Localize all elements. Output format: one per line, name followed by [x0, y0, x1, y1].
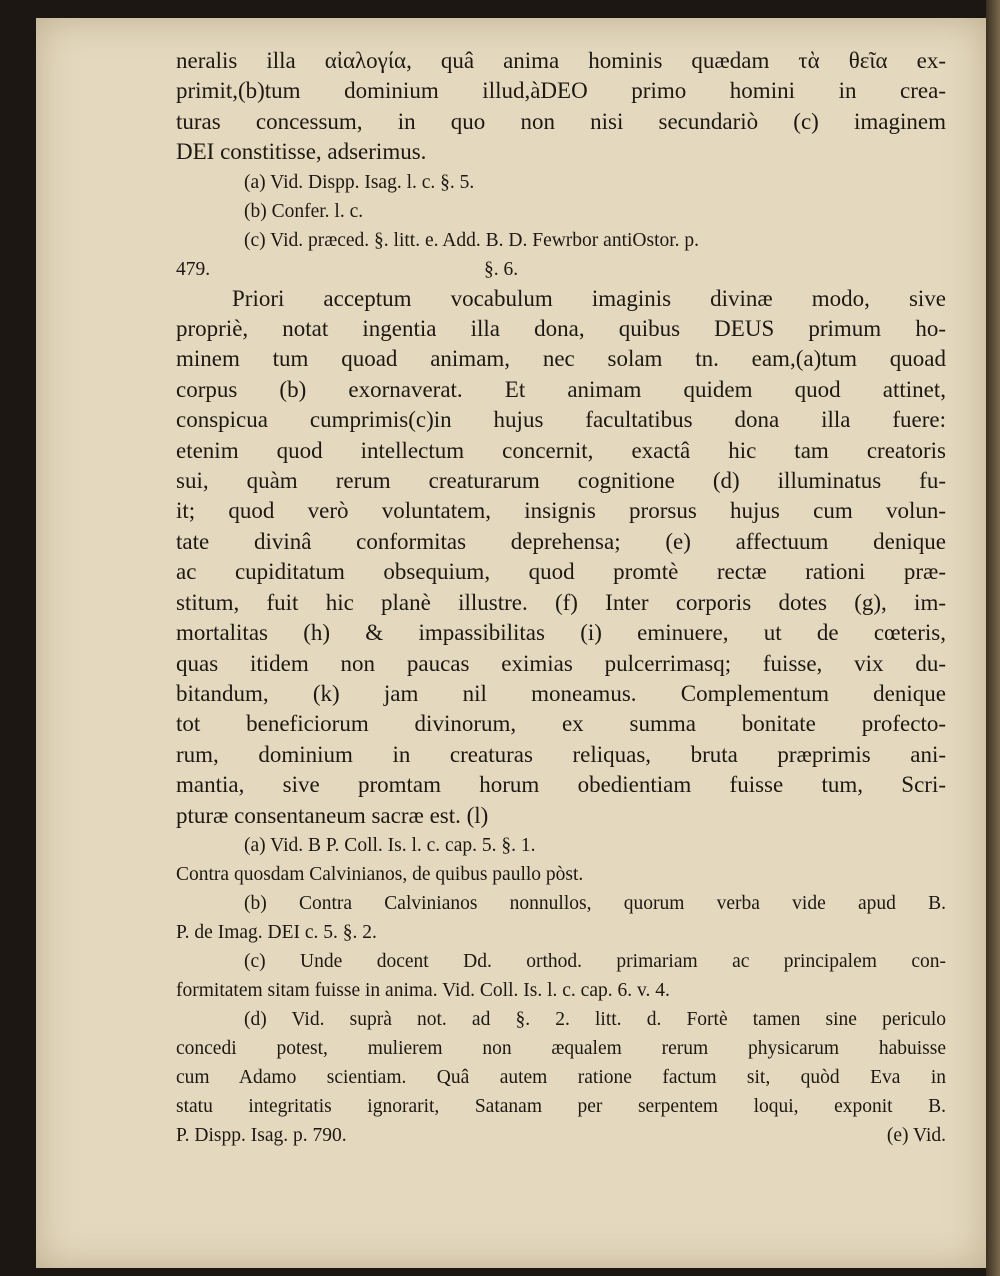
main-line: mortalitas (h) & impassibilitas (i) eminuere, ut de cœteris, [176, 620, 946, 646]
main-line: tate divinâ conformitas deprehensa; (e) affectuum denique [176, 528, 946, 554]
main-line: minem tum quoad animam, nec solam tn. eam,(a)tum quoad [176, 346, 946, 372]
footnote-line: P. de Imag. DEI c. 5. §. 2. [176, 921, 377, 943]
footnote-line: (b) Confer. l. c. [244, 200, 364, 222]
main-line: primit,(b)tum dominium illud,àDEO primo homini in crea- [176, 78, 946, 104]
catchword: (e) Vid. [886, 1124, 946, 1146]
main-line: bitandum, (k) jam nil moneamus. Complementum denique [176, 680, 946, 706]
main-line: pturæ consentaneum sacræ est. (l) [176, 802, 489, 828]
footnote-line: (b) Contra Calvinianos nonnullos, quorum verba vide apud B. [244, 892, 946, 914]
main-line: sui, quàm rerum creaturarum cognitione (d) illuminatus fu- [176, 468, 946, 494]
main-line: quas itidem non paucas eximias pulcerrimasq; fuisse, vix du- [176, 650, 946, 676]
main-line: DEI constitisse, adserimus. [176, 139, 427, 165]
main-line: rum, dominium in creaturas reliquas, bruta præprimis ani- [176, 741, 946, 767]
book-page [36, 18, 986, 1268]
footnote-line: (c) Unde docent Dd. orthod. primariam ac principalem con- [244, 950, 946, 972]
main-line: Priori acceptum vocabulum imaginis divinæ modo, sive [232, 285, 946, 311]
main-line: corpus (b) exornaverat. Et animam quidem quod attinet, [176, 376, 946, 402]
main-line: stitum, fuit hic planè illustre. (f) Inter corporis dotes (g), im- [176, 589, 946, 615]
main-line: etenim quod intellectum concernit, exactâ hic tam creatoris [176, 437, 946, 463]
main-line: mantia, sive promtam horum obedientiam fuisse tum, Scri- [176, 772, 946, 798]
footnote-line: (a) Vid. Dispp. Isag. l. c. §. 5. [244, 171, 475, 193]
footnote-end: P. Dispp. Isag. p. 790. [176, 1124, 347, 1146]
book-binding-edge [986, 0, 1000, 1276]
main-line: ac cupiditatum obsequium, quod promtè rectæ rationi præ- [176, 559, 946, 585]
footnote-line: (d) Vid. suprà not. ad §. 2. litt. d. Fortè tamen sine periculo [244, 1008, 946, 1030]
footnote-line: concedi potest, mulierem non æqualem rerum physicarum habuisse [176, 1037, 946, 1059]
footnote-line: cum Adamo scientiam. Quâ autem ratione factum sit, quòd Eva in [176, 1066, 946, 1088]
footnote-line: Contra quosdam Calvinianos, de quibus paullo pòst. [176, 863, 584, 885]
footnote-line: (a) Vid. B P. Coll. Is. l. c. cap. 5. §. 1. [244, 834, 536, 856]
main-line: propriè, notat ingentia illa dona, quibus DEUS primum ho- [176, 316, 946, 342]
main-line: conspicua cumprimis(c)in hujus facultatibus dona illa fuere: [176, 407, 946, 433]
main-line: tot beneficiorum divinorum, ex summa bonitate profecto- [176, 711, 946, 737]
footnote-line [176, 1121, 946, 1150]
footnote-line: statu integritatis ignorarit, Satanam per serpentem loqui, exponit B. [176, 1095, 946, 1117]
main-line: neralis illa αἰαλογία, quâ anima hominis quædam τὰ θεῖα ex- [176, 48, 946, 73]
footnote-line: formitatem sitam fuisse in anima. Vid. Coll. Is. l. c. cap. 6. v. 4. [176, 979, 670, 1001]
section-heading-line [176, 255, 946, 284]
section-number: §. 6. [484, 258, 519, 280]
main-line: turas concessum, in quo non nisi secundariò (c) imaginem [176, 108, 946, 134]
page-reference: 479. [176, 258, 211, 280]
main-line: it; quod verò voluntatem, insignis prorsus hujus cum volun- [176, 498, 946, 524]
footnote-line: (c) Vid. præced. §. litt. e. Add. B. D. Fewrbor antiOstor. p. [244, 229, 700, 251]
page-text [176, 46, 946, 1150]
